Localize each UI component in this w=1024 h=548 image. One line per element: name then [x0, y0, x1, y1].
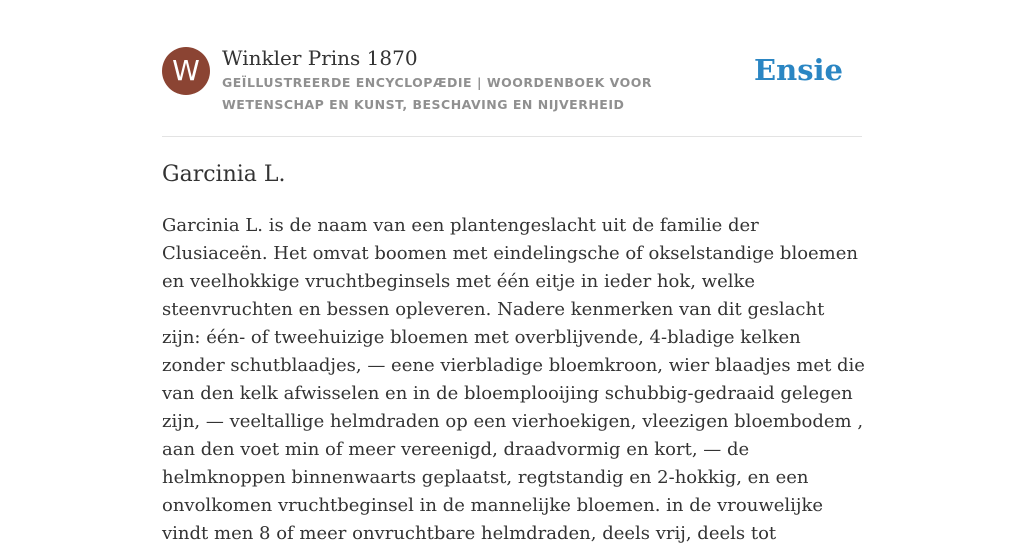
source-title[interactable]: Winkler Prins 1870 [222, 46, 418, 70]
source-avatar[interactable]: W [162, 47, 210, 95]
ensie-logo[interactable]: Ensie [754, 53, 843, 87]
source-subtitle: GEÏLLUSTREERDE ENCYCLOPÆDIE | WOORDENBOEK VOOR WETENSCHAP EN KUNST, BESCHAVING EN NIJVERHEID [222, 75, 652, 112]
article-body: Garcinia L. is de naam van een plantengeslacht uit de familie der Clusiaceën. Het omvat boomen met eindelingsche of okselstandige bloemen en veelhokkige vruchtbeginsels met één eitje in ieder hok, welke steenvruchten en bessen opleveren. Nadere kenmerken van dit geslacht zijn: één- of tweehuizige bloemen met overblijvende, 4-bladige kelken zonder schutblaadjes, — eene vierbladige bloemkroon, wier blaadjes met die van den kelk afwisselen en in de bloemplooijing schubbig-gedraaid gelegen zijn, — veeltallige helmdraden op een vierhoekigen, vleezigen bloembodem , aan den voet min of meer vereenigd, draadvormig en kort, — de helmknoppen binnenwaarts geplaatst, regtstandig en 2-hokkig, en een onvolkomen vruchtbeginsel in de mannelijke bloemen. in de vrouwelijke vindt men 8 of meer onvruchtbare helmdraden, deels vrij, deels tot [162, 215, 865, 544]
article-title: Garcinia L. [162, 162, 286, 187]
source-header [162, 46, 862, 137]
